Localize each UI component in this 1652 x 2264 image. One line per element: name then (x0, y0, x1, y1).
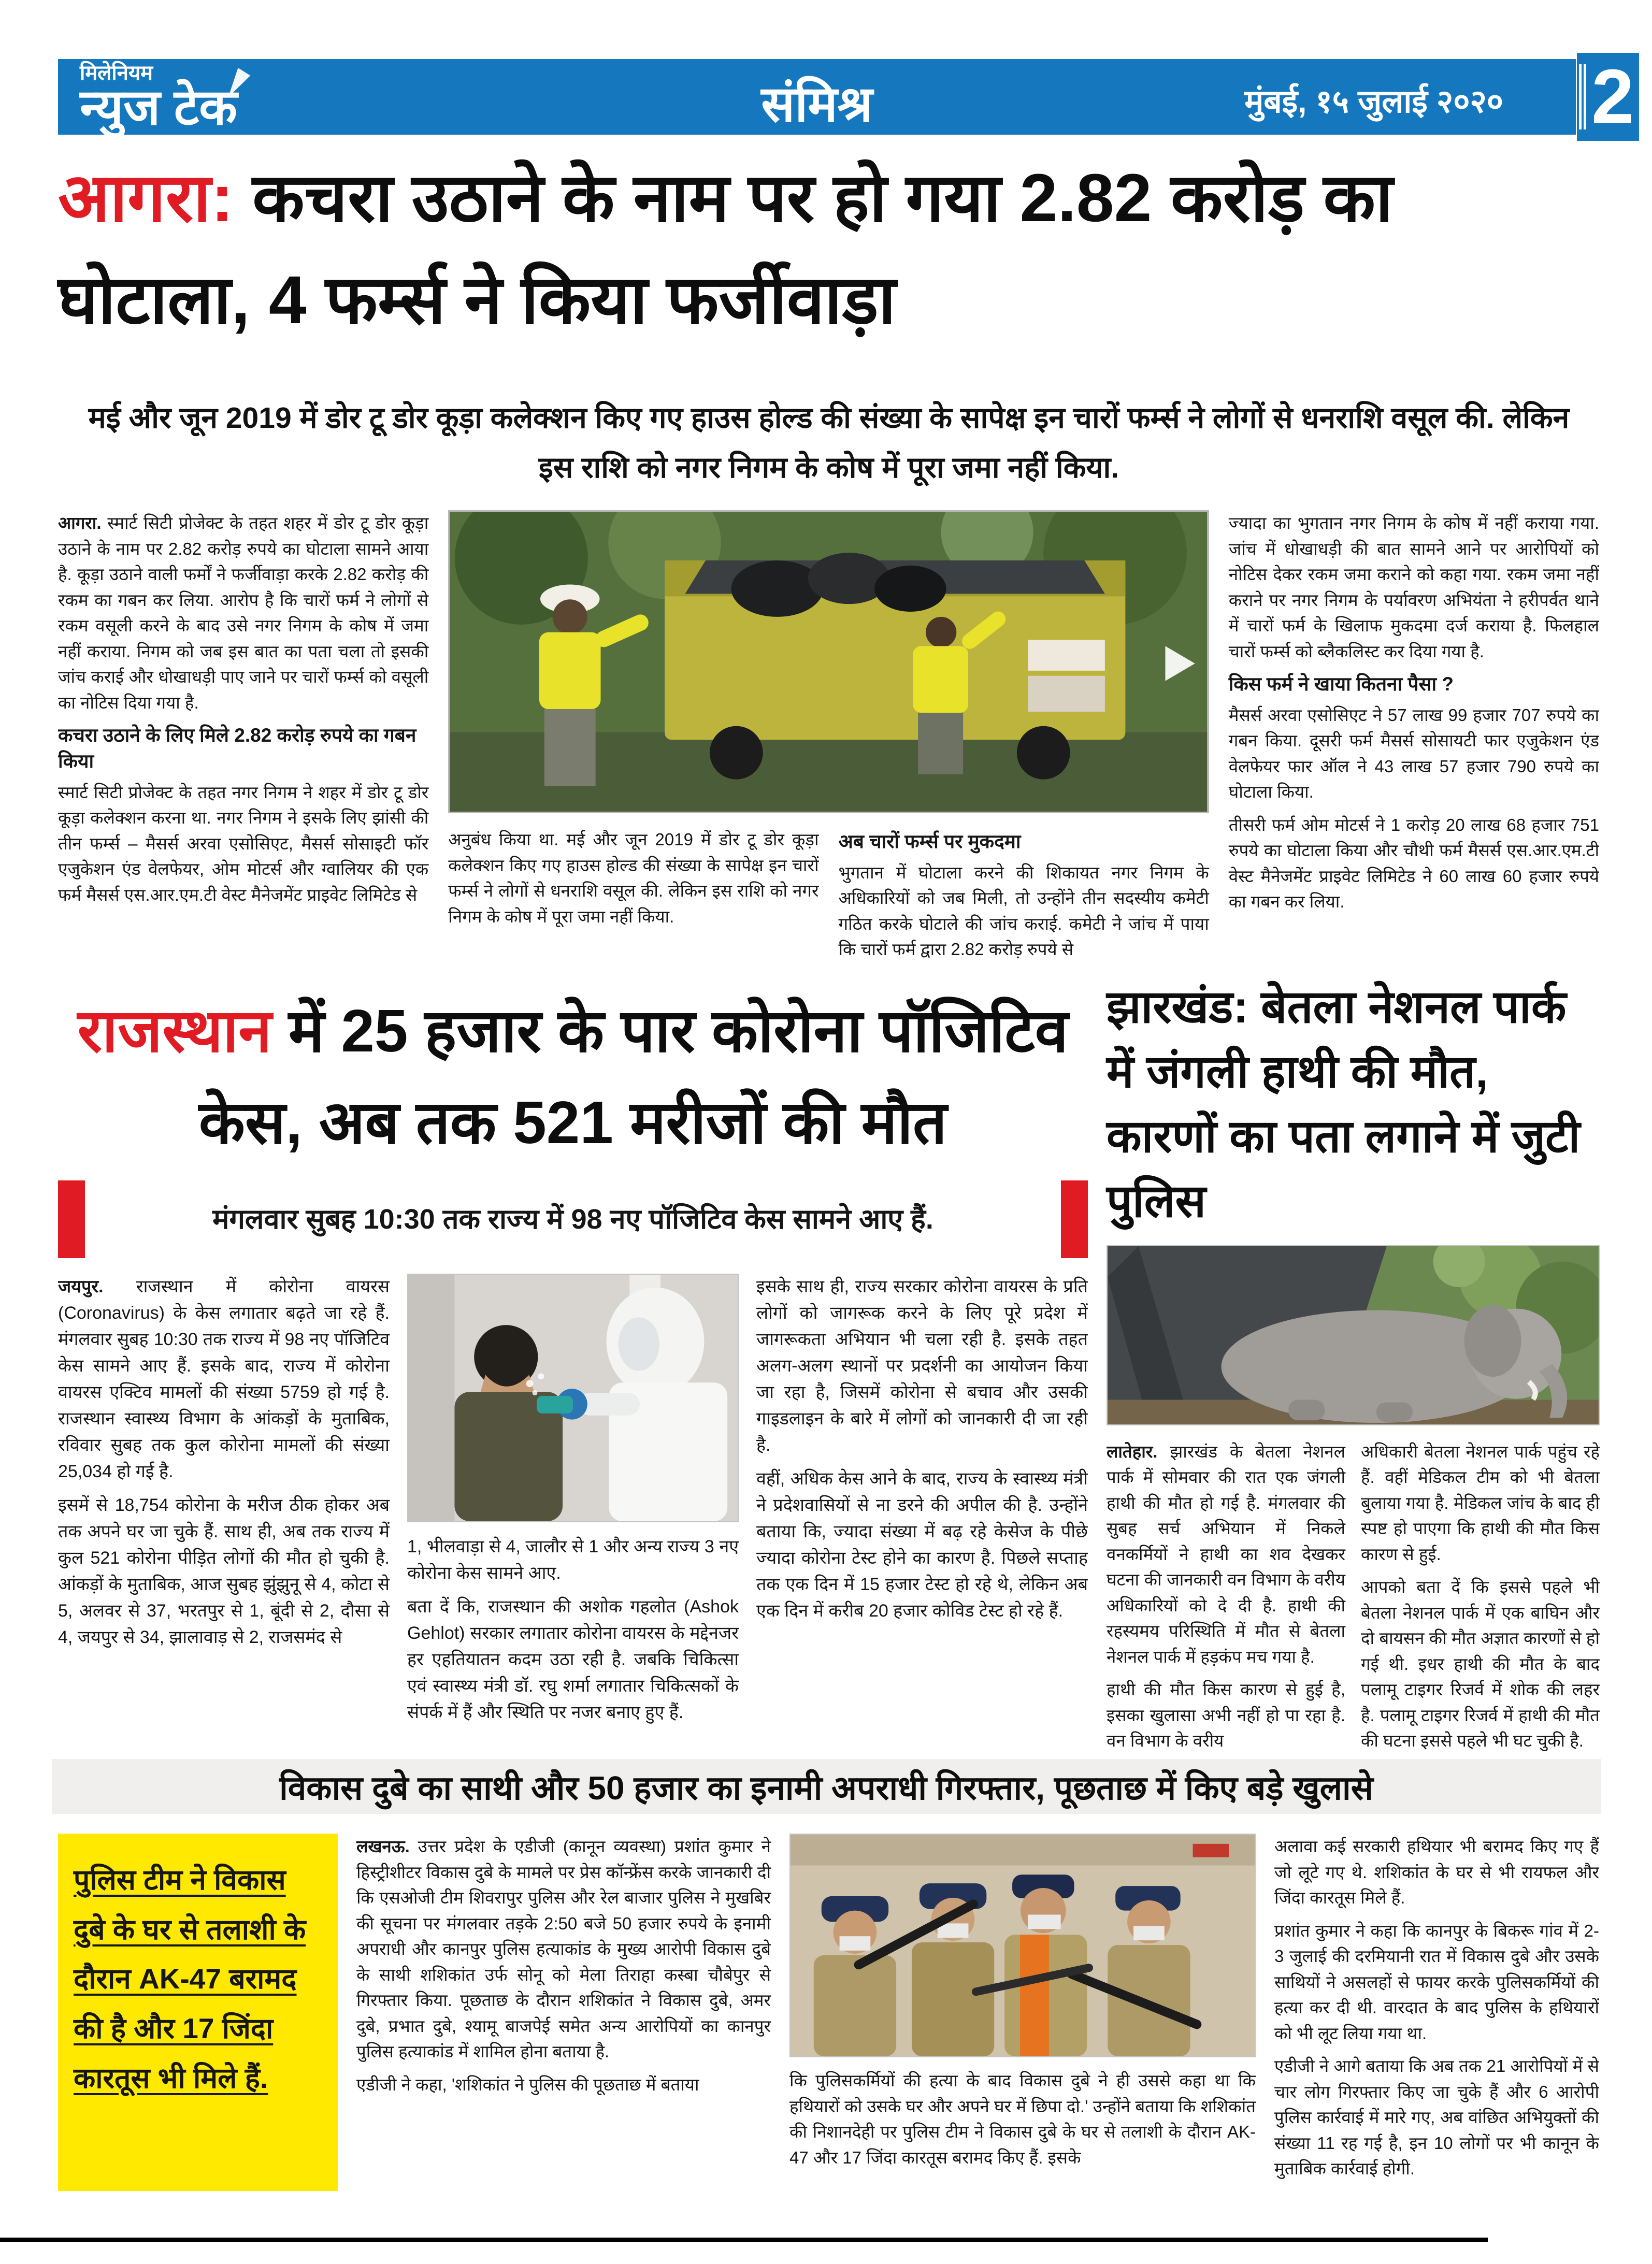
rajasthan-headline-location: राजस्थान (77, 997, 272, 1064)
rajasthan-headline (58, 985, 1088, 1169)
footer-rule (0, 2238, 1488, 2242)
sanitization-photo-art (408, 1275, 738, 1521)
rajasthan-headline-text: में 25 हजार के पार कोरोना पॉजिटिव केस, अब तक 521 मरीजों की मौत (198, 997, 1069, 1157)
lead-headline (58, 147, 1599, 351)
jharkhand-para-3: अधिकारी बेतला नेशनल पार्क पहुंच रहे हैं. वहीं मेडिकल टीम को भी बेतला बुलाया गया है. मेडिकल जांच के बाद ही स्पष्ट हो पाएगा कि हाथी की मौत किस कारण से हुई. (1361, 1441, 1600, 1564)
lead-col4-subhead: किस फर्म ने खाया कितना पैसा ? (1228, 673, 1454, 695)
rajasthan-strapline-row (58, 1180, 1088, 1258)
dubey-column-3 (789, 1834, 1256, 2243)
lead-para-3: अनुबंध किया था. मई और जून 2019 में डोर टू डोर कूड़ा कलेक्शन किए गए हाउस होल्ड की संख्या के सापेक्ष इन चारों फर्म्स ने लोगों से धनराशि वसूल की. लेकिन इस राशि को नगर निगम के कोष में पूरा जमा नहीं किया. (448, 830, 819, 926)
dubey-highlight-box: पुलिस टीम ने विकास दुबे के घर से तलाशी के दौरान AK-47 बरामद की है और 17 जिंदा कारतूस भी मिले हैं. (58, 1834, 338, 2191)
police-press-photo (789, 1834, 1256, 2057)
page-number: 2 (1591, 54, 1634, 139)
newspaper-logo (80, 62, 237, 134)
lead-column-1 (58, 510, 428, 986)
jharkhand-para-4: आपको बता दें कि इससे पहले भी बेतला नेशनल पार्क में एक बाघिन और दो बायसन की मौत अज्ञात कारणों से हो गई थी. इधर हाथी की मौत के बाद पलामू टाइगर रिजर्व में शोक की लहर है. पलामू टाइगर रिजर्व में हाथी की मौत की घटना इससे पहले भी घट चुकी है. (1361, 1577, 1600, 1751)
rajasthan-para-6: वहीं, अधिक केस आने के बाद, राज्य के स्वास्थ्य मंत्री ने प्रदेशवासियों से ना डरने की अपील की है. उन्होंने बताया कि, ज्यादा संख्या में बढ़ रहे केसेज के पीछे ज्यादा कोरोना टेस्ट होने का कारण है. पिछले सप्ताह तक एक दिन में 15 हजार टेस्ट हो रहे थे, लेकिन अब एक दिन में करीब 20 हजार कोविड टेस्ट हो रहे हैं. (756, 1468, 1088, 1621)
lead-para-6: मैसर्स अरवा एसोसिएट ने 57 लाख 99 हजार 707 रुपये का गबन किया. दूसरी फर्म मैसर्स सोसायटी फार एजुकेशन एंड वेलफेयर फार ऑल ने 43 लाख 57 हजार 790 रुपये का घोटाला किया. (1228, 705, 1599, 802)
separator-lines (1579, 64, 1586, 129)
dubey-para-5: प्रशांत कुमार ने कहा कि कानपुर के बिकरू गांव में 2-3 जुलाई की दरमियानी रात में विकास दुबे और उसके साथियों ने असलहों से फायर करके पुलिसकर्मियों की हत्या कर दी थी. वारदात के बाद पुलिस के हथियारों को भी लूट लिया गया था. (1274, 1921, 1599, 2043)
rajasthan-columns (58, 1274, 1088, 1781)
jharkhand-para-1 (1107, 1439, 1345, 1670)
strap-accent-left (58, 1180, 85, 1258)
jharkhand-para-1-text: झारखंड के बेतला नेशनल पार्क में सोमवार की रात एक जंगली हाथी की मौत हो गई है. मंगलवार की सुबह सर्च अभियान में निकले वनकर्मियों ने हाथी का शव देखकर घटना की जानकारी वन विभाग के वरीय अधिकारियों को दे दी है. हाथी की रहस्यमय परिस्थिति में मौत से बेतला नेशनल पार्क में हड़कंप मच गया है. (1107, 1441, 1346, 1666)
dubey-columns (58, 1834, 1599, 2243)
lead-col1-subhead: कचरा उठाने के लिए मिले 2.82 करोड़ रुपये का गबन किया (58, 725, 416, 772)
lead-story-columns (58, 510, 1599, 986)
garbage-truck-photo-art (450, 512, 1208, 812)
rajasthan-column-3 (756, 1274, 1088, 1781)
rajasthan-para-4: बता दें कि, राजस्थान की अशोक गहलोत (Ashok Gehlot) सरकार लगातार कोरोना वायरस के मद्देनजर हर एहतियातन कदम उठा रही है. जबकि चिकित्सा एवं स्वास्थ्य मंत्री डॉ. रघु शर्मा लगातार चिकित्सकों के संपर्क में हैं और स्थिति पर नजर बनाए हुए हैं. (407, 1596, 739, 1722)
strap-accent-right (1061, 1180, 1088, 1258)
rajasthan-para-5: इसके साथ ही, राज्य सरकार कोरोना वायरस के प्रति लोगों को जागरूक करने के लिए पूरे प्रदेश में जागरूकता अभियान भी चला रही है. इसके तहत अलग-अलग स्थानों पर प्रदर्शनी का आयोजन किया जा रहा है, जिसमें कोरोना से बचाव और उसकी गाइडलाइन के बारे में लोगों को जानकारी दी जा रही है. (756, 1276, 1088, 1455)
dubey-column-2 (356, 1834, 771, 2243)
masthead-bar (58, 59, 1576, 135)
dubey-para-6: एडीजी ने आगे बताया कि अब तक 21 आरोपियों में से चार लोग गिरफ्तार किए जा चुके हैं और 6 आरोपी पुलिस कार्रवाई में मारे गए, अब वांछित अभियुक्तों की संख्या 11 रह गई है, इन 10 लोगों पर भी कानून के मुताबिक कार्रवाई होगी. (1274, 2056, 1599, 2178)
dubey-para-3: कि पुलिसकर्मियों की हत्या के बाद विकास दुबे ने ही उससे कहा था कि हथियारों को उसके घर और अपने घर में छिपा दो.' उन्होंने बताया कि शशिकांत की निशानदेही पर पुलिस टीम ने विकास दुबे के घर से तलाशी के दौरान AK-47 और 17 जिंदा कारतूस बरामद किए हैं. इसके (789, 2071, 1256, 2167)
lead-deck: मई और जून 2019 में डोर टू डोर कूड़ा कलेक्शन किए गए हाउस होल्ड की संख्या के सापेक्ष इन चारों फर्म्स ने लोगों से धनराशि वसूल की. लेकिन इस राशि को नगर निगम के कोष में पूरा जमा नहीं किया. (88, 401, 1570, 484)
rajasthan-strapline: मंगलवार सुबह 10:30 तक राज्य में 98 नए पॉजिटिव केस सामने आए हैं. (212, 1203, 933, 1235)
lead-headline-text: कचरा उठाने के नाम पर हो गया 2.82 करोड़ का घोटाला, 4 फर्म्स ने किया फर्जीवाड़ा (58, 160, 1393, 338)
logo-tagline: मिलेनियम (80, 62, 153, 84)
lead-para-5: ज्यादा का भुगतान नगर निगम के कोष में नहीं कराया गया. जांच में धोखाधड़ी की बात सामने आने पर आरोपियों को नोटिस देकर रकम जमा कराने को कहा गया. रकम जमा नहीं कराने पर नगर निगम के पर्यावरण अभियंता ने हरीपर्वत थाने में चारों फर्म के खिलाफ मुकदमा दर्ज कराया है. फिलहाल चारों फर्म्स को ब्लैकलिस्ट कर दिया गया है. (1228, 513, 1599, 661)
rajasthan-para-3: 1, भीलवाड़ा से 4, जालौर से 1 और अन्य राज्य 3 नए कोरोना केस सामने आए. (407, 1536, 739, 1583)
rajasthan-para-1 (58, 1274, 390, 1485)
garbage-truck-photo (448, 510, 1209, 813)
rajasthan-column-1 (58, 1274, 390, 1781)
elephant-photo-art (1108, 1246, 1599, 1424)
lead-column-2 (448, 827, 818, 986)
lead-column-4 (1229, 510, 1599, 986)
police-press-photo-art (791, 1835, 1255, 2056)
rajasthan-column-2 (407, 1274, 739, 1781)
lead-para-7: तीसरी फर्म ओम मोटर्स ने 1 करोड़ 20 लाख 68 हजार 751 रुपये का घोटाला किया और चौथी फर्म मैसर्स एस.आर.एम.टी वेस्ट मैनेजमेंट प्राइवेट लिमिटेड ने 60 लाख 60 हजार रुपये का गबन कर लिया. (1228, 815, 1599, 912)
sanitization-photo (407, 1274, 739, 1522)
rajasthan-story (58, 985, 1088, 1781)
rajasthan-para-1-text: राजस्थान में कोरोना वायरस (Coronavirus) के केस लगातार बढ़ते जा रहे हैं. मंगलवार सुबह 10:30 तक राज्य में 98 नए पॉजिटिव केस सामने आए हैं. इसके बाद, राज्य में कोरोना वायरस एक्टिव मामलों की संख्या 5759 हो गई है. राजस्थान स्वास्थ्य विभाग के आंकड़ों के मुताबिक, रविवार सुबह तक कुल कोरोना मामलों की संख्या 25,034 हो गई है. (58, 1276, 390, 1481)
dubey-headline: विकास दुबे का साथी और 50 हजार का इनामी अपराधी गिरफ्तार, पूछताछ में किए बड़े खुलासे (279, 1769, 1373, 1807)
jharkhand-headline: झारखंड: बेतला नेशनल पार्क में जंगली हाथी की मौत, कारणों का पता लगाने में जुटी पुलिस (1107, 981, 1581, 1227)
dubey-dateline: लखनऊ. (356, 1837, 410, 1856)
dubey-para-1-text: उत्तर प्रदेश के एडीजी (कानून व्यवस्था) प्रशांत कुमार ने हिस्ट्रीशीटर विकास दुबे के मामले पर प्रेस कॉन्फ्रेंस करके जानकारी दी कि एसओजी टीम शिवरापुर पुलिस और रेल बाजार पुलिस ने मुखबिर की सूचना पर मंगलवार तड़के 2:50 बजे 50 हजार रुपये के इनामी अपराधी और कानपुर पुलिस हत्याकांड के मुख्य आरोपी विकास दुबे के साथी शशिकांत उर्फ सोनू को मेला तिराहा कस्बा चौबेपुर से गिरफ्तार किया. पूछताछ के दौरान शशिकांत ने विकास दुबे, अमर दुबे, प्रभात दुबे, श्यामू बाजपेई समेत अन्य आरोपियों का कानपुर पुलिस हत्याकांड में शामिल होना बताया है. (356, 1837, 771, 2061)
dubey-para-2: एडीजी ने कहा, 'शशिकांत ने पुलिस की पूछताछ में बताया (356, 2074, 699, 2094)
edition-title: संमिश्र (761, 77, 873, 132)
dubey-para-4: अलावा कई सरकारी हथियार भी बरामद किए गए हैं जो लूटे गए थे. शशिकांत के घर से भी रायफल और जिंदा कारतूस मिले हैं. (1274, 1837, 1599, 1907)
rajasthan-dateline: जयपुर. (58, 1276, 104, 1296)
lead-para-2: स्मार्ट सिटी प्रोजेक्ट के तहत नगर निगम ने शहर में डोर टू डोर कूड़ा कलेक्शन करना था. नगर निगम ने इसके लिए झांसी की तीन फर्म्स – मैसर्स अरवा एसोसिएट, मैसर्स सोसाइटी फॉर एजुकेशन एंड वेलफेयर, ओम मोटर्स और ग्वालियर की एक फर्म मैसर्स एस.आर.एम.टी वेस्ट मैनेजमेंट प्राइवेट लिमिटेड से (58, 782, 429, 904)
lead-headline-location: आगरा: (58, 160, 234, 236)
lead-para-1-text: स्मार्ट सिटी प्रोजेक्ट के तहत शहर में डोर टू डोर कूड़ा उठाने के नाम पर 2.82 करोड़ रुपये का घोटाला सामने आया है. कूड़ा उठाने वाली फर्मों ने फर्जीवाड़ा करके 2.82 करोड़ की रकम का गबन कर लिया. आरोप है कि चारों फर्म ने लोगों से रकम वसूली करने के बाद उसे नगर निगम के कोष में जमा नहीं कराया. निगम को जब इस बात का पता चला तो इसकी जांच कराई और धोखाधड़ी पाए जाने पर चारों फर्म्स को वसूली का नोटिस दिया गया है. (58, 513, 429, 712)
page-number-block (1577, 53, 1639, 141)
lead-dateline: आगरा. (58, 513, 102, 532)
rajasthan-para-2: इसमें से 18,754 कोरोना के मरीज ठीक होकर अब तक अपने घर जा चुके हैं. साथ ही, अब तक राज्य में कुल 521 कोरोना पीड़ित लोगों की मौत हो चुकी है. आंकड़ों के मुताबिक, आज सुबह झुंझुनू से 4, कोटा से 5, अलवर से 37, भरतपुर से 1, बूंदी से 2, दौसा से 4, जयपुर से 34, झालावाड़ से 2, राजसमंद से (58, 1495, 390, 1647)
jharkhand-para-2: हाथी की मौत किस कारण से हुई है, इसका खुलासा अभी नहीं हो पा रहा है. वन विभाग के वरीय (1107, 1680, 1345, 1751)
elephant-photo (1107, 1245, 1600, 1425)
logo-title: न्युज टेक (80, 80, 238, 135)
lead-para-4: भुगतान में घोटाला करने की शिकायत नगर निगम के अधिकारियों को जब मिली, तो उन्होंने तीन सदस्यीय कमेटी गठित करके घोटाले की जांच कराई. कमेटी ने जांच में पाया कि चारों फर्म द्वारा 2.82 करोड़ रुपये से (838, 862, 1209, 959)
dubey-para-1 (356, 1834, 771, 2065)
dubey-headline-band (52, 1759, 1601, 1814)
lead-para-1 (58, 510, 428, 715)
lead-col3-subhead: अब चारों फर्म्स पर मुकदमा (838, 831, 1021, 852)
dubey-column-1 (58, 1834, 338, 2243)
edition-dateline: मुंबई, १५ जुलाई २०२० (1244, 84, 1503, 120)
jharkhand-dateline: लातेहार. (1107, 1441, 1158, 1461)
dubey-column-4 (1274, 1834, 1599, 2243)
lead-column-3 (839, 827, 1209, 986)
jharkhand-story (1107, 975, 1600, 1834)
